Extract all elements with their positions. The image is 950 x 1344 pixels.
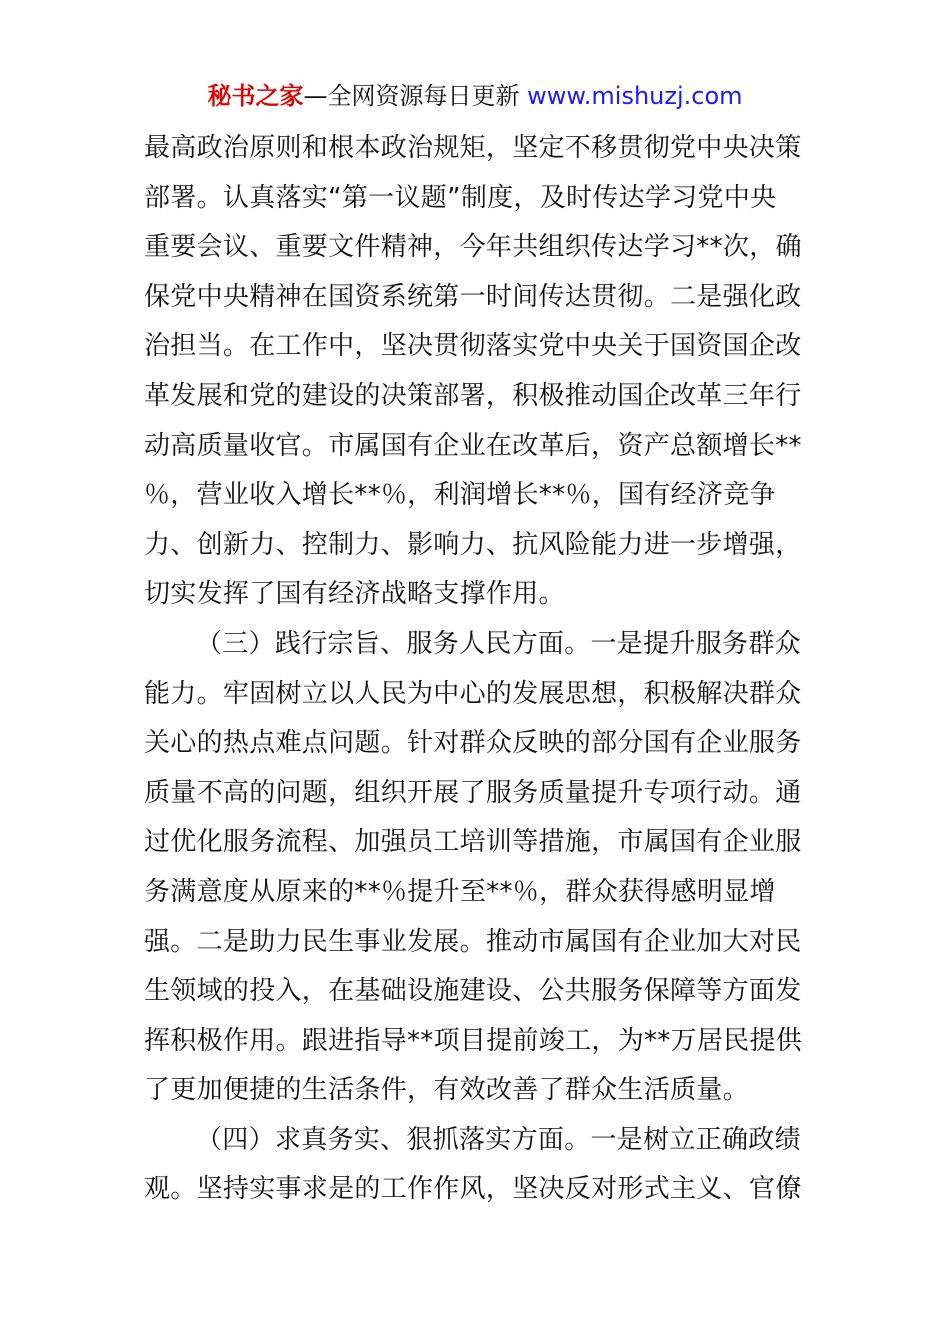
text-line: 部署。认真落实“第一议题”制度，及时传达学习党中央: [144, 182, 777, 213]
text-line: 观。坚持实事求是的工作作风，坚决反对形式主义、官僚: [144, 1174, 802, 1205]
text-line: 质量不高的问题，组织开展了服务质量提升专项行动。通: [144, 777, 802, 808]
text-line: 力、创新力、控制力、影响力、抗风险能力进一步增强，: [144, 529, 802, 560]
paragraph-start-line: （四）求真务实、狠抓落实方面。一是树立正确政绩: [196, 1124, 801, 1155]
site-brand: 秘书之家: [207, 82, 304, 110]
document-body: [144, 124, 808, 1215]
text-line: 动高质量收官。市属国有企业在改革后，资产总额增长**: [144, 430, 802, 461]
text-line: 能力。牢固树立以人民为中心的发展思想，积极解决群众: [144, 678, 802, 709]
paragraph-start-line: （三）践行宗旨、服务人民方面。一是提升服务群众: [196, 628, 801, 659]
site-header: [0, 78, 950, 114]
text-line: 过优化服务流程、加强员工培训等措施，市属国有企业服: [144, 827, 802, 858]
text-line: 最高政治原则和根本政治规矩，坚定不移贯彻党中央决策: [144, 133, 802, 163]
text-line: 生领域的投入，在基础设施建设、公共服务保障等方面发: [144, 976, 802, 1007]
text-line: 治担当。在工作中，坚决贯彻落实党中央关于国资国企改: [144, 331, 802, 362]
text-line: 强。二是助力民生事业发展。推动市属国有企业加大对民: [144, 926, 802, 957]
text-line: 务满意度从原来的**％提升至**％，群众获得感明显增: [144, 876, 776, 907]
text-line: 关心的热点难点问题。针对群众反映的部分国有企业服务: [144, 728, 802, 759]
text-line: 革发展和党的建设的决策部署，积极推动国企改革三年行: [144, 380, 802, 411]
text-line: 保党中央精神在国资系统第一时间传达贯彻。二是强化政: [144, 281, 802, 312]
site-tagline: —全网资源每日更新: [303, 82, 520, 110]
text-line: 挥积极作用。跟进指导**项目提前竣工，为**万居民提供: [144, 1025, 803, 1056]
text-line: ％，营业收入增长**％，利润增长**％，国有经济竞争: [144, 480, 776, 511]
text-line: 切实发挥了国有经济战略支撑作用。: [144, 579, 565, 610]
site-url-link[interactable]: www.mishuzj.com: [527, 82, 743, 110]
text-line: 重要会议、重要文件精神，今年共组织传达学习**次，确: [144, 232, 802, 263]
text-line: 了更加便捷的生活条件，有效改善了群众生活质量。: [144, 1075, 749, 1106]
